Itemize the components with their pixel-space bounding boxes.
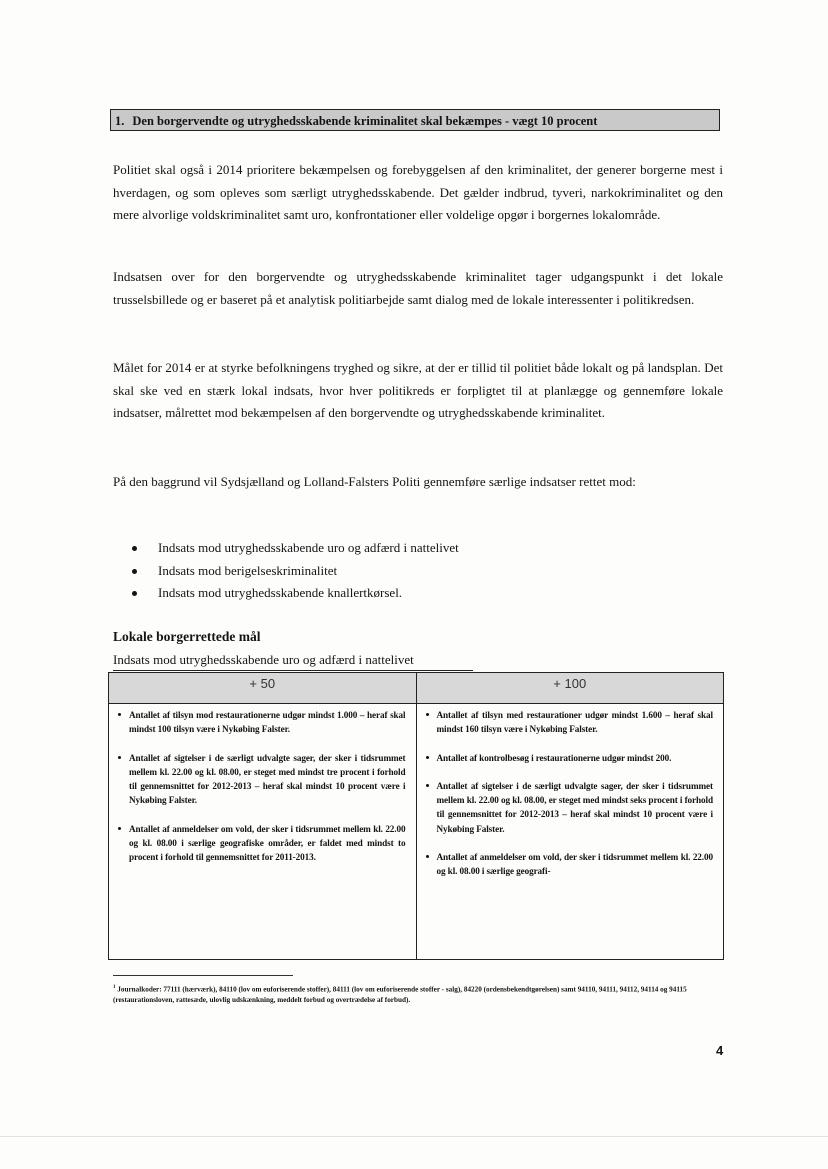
scan-fold-line (0, 1136, 828, 1137)
header-cell-plus-100: + 100 (416, 673, 724, 703)
goal-text: Antallet af anmeldelser om vold, der sker i tidsrummet mellem kl. 22.00 og kl. 08.00 i særlige geografiske områder, er faldet med mindst to procent i forhold til gennemsnittet for 2011-2013. (129, 823, 406, 863)
goal-item (117, 751, 406, 808)
bullet-item: Indsats mod berigelseskriminalitet (132, 560, 692, 583)
goal-text: Antallet af tilsyn mod restaurationerne udgør mindst 1.000 – heraf skal mindst 100 tilsyn være i Nykøbing Falster. (129, 710, 406, 735)
goal-text: Antallet af kontrolbesøg i restaurationerne udgør mindst 200. (436, 752, 672, 763)
goal-item (425, 779, 714, 836)
goals-table (108, 672, 724, 960)
bullet-item: Indsats mod utryghedsskabende knallertkørsel. (132, 582, 692, 605)
page-number: 4 (716, 1043, 724, 1058)
goal-text: Antallet af sigtelser i de særligt udvalgte sager, der sker i tidsrummet mellem kl. 22.00 og kl. 08.00, er steget med mindst tre procent i forhold til gennemsnittet for 2012-2013 – heraf skal mindst 10 procent være i Nykøbing Falster. (129, 752, 406, 806)
goal-text: Antallet af anmeldelser om vold, der sker i tidsrummet mellem kl. 22.00 og kl. 08.00 i særlige geografi- (436, 852, 713, 877)
paragraph-local-efforts: På den baggrund vil Sydsjælland og Lolland-Falsters Politi gennemføre særlige indsatser rettet mod: (113, 474, 636, 489)
bullet-item: Indsats mod utryghedsskabende uro og adfærd i nattelivet (132, 537, 692, 560)
goal-item (425, 708, 714, 737)
goal-item (425, 751, 714, 765)
goal-text: Antallet af sigtelser i de særligt udvalgte sager, der sker i tidsrummet mellem kl. 22.00 og kl. 08.00, er steget med mindst seks procent i forhold til gennemsnittet for 2012-2013 – heraf skal mindst 10 procent være i Nykøbing Falster. (436, 780, 713, 834)
table-body (109, 704, 723, 960)
goal-item (117, 822, 406, 865)
footnote-mark: 1 (113, 985, 116, 990)
subheading-local-goals: Lokale borgerrettede mål (113, 629, 261, 644)
column-plus-100 (416, 704, 724, 960)
header-cell-plus-50: + 50 (249, 676, 276, 691)
section-number: 1. (115, 114, 125, 128)
section-title: Den borgervendte og utryghedsskabende kriminalitet skal bekæmpes - vægt 10 procent (132, 114, 598, 128)
goal-item (425, 850, 714, 879)
goal-item (117, 708, 406, 737)
footnote (113, 982, 725, 1006)
effort-bullet-list (132, 537, 692, 605)
column-plus-50 (109, 704, 416, 960)
section-heading (110, 109, 720, 131)
table-caption: Indsats mod utryghedsskabende uro og adfærd i nattelivet (113, 651, 473, 671)
table-header-row (109, 673, 723, 704)
goal-text: Antallet af tilsyn med restaurationer udgør mindst 1.600 – heraf skal mindst 160 tilsyn være i Nykøbing Falster. (436, 710, 713, 735)
paragraph-priority: Politiet skal også i 2014 prioritere bekæmpelsen og forebyggelsen af den kriminalitet, der generer borgerne mest i hverdagen, og som opleves som særligt utryghedsskabende. Det gælder indbrud, tyveri, narkokriminalitet og den mere alvorlige voldskriminalitet samt uro, konfrontationer eller voldelige opgør i borgernes lokalområde. (113, 162, 723, 222)
paragraph-goal-2014: Målet for 2014 er at styrke befolkningens tryghed og sikre, at der er tillid til politiet både lokalt og på landsplan. Det skal ske ved en stærk lokal indsats, hvor hver politikreds er forpligtet til at planlægge og gennemføre lokale indsatser, målrettet mod bekæmpelsen af den borgervendte og utryghedsskabende kriminalitet. (113, 360, 723, 420)
footnote-divider (113, 975, 293, 976)
footnote-text: Journalkoder: 77111 (hærværk), 84110 (lov om euforiserende stoffer), 84111 (lov om euforiserende stoffer - salg), 84220 (ordensbekendtgørelsen) samt 94110, 94111, 94112, 94114 og 94115 (restaurationsloven, rattesæde, ulovlig udskænkning, meddelt forbud og overtrædelse af forbud). (113, 985, 687, 1005)
paragraph-effort-basis: Indsatsen over for den borgervendte og utryghedsskabende kriminalitet tager udgangspunkt i det lokale trusselsbillede og er baseret på et analytisk politiarbejde samt dialog med de lokale interessenter i politikredsen. (113, 269, 723, 307)
